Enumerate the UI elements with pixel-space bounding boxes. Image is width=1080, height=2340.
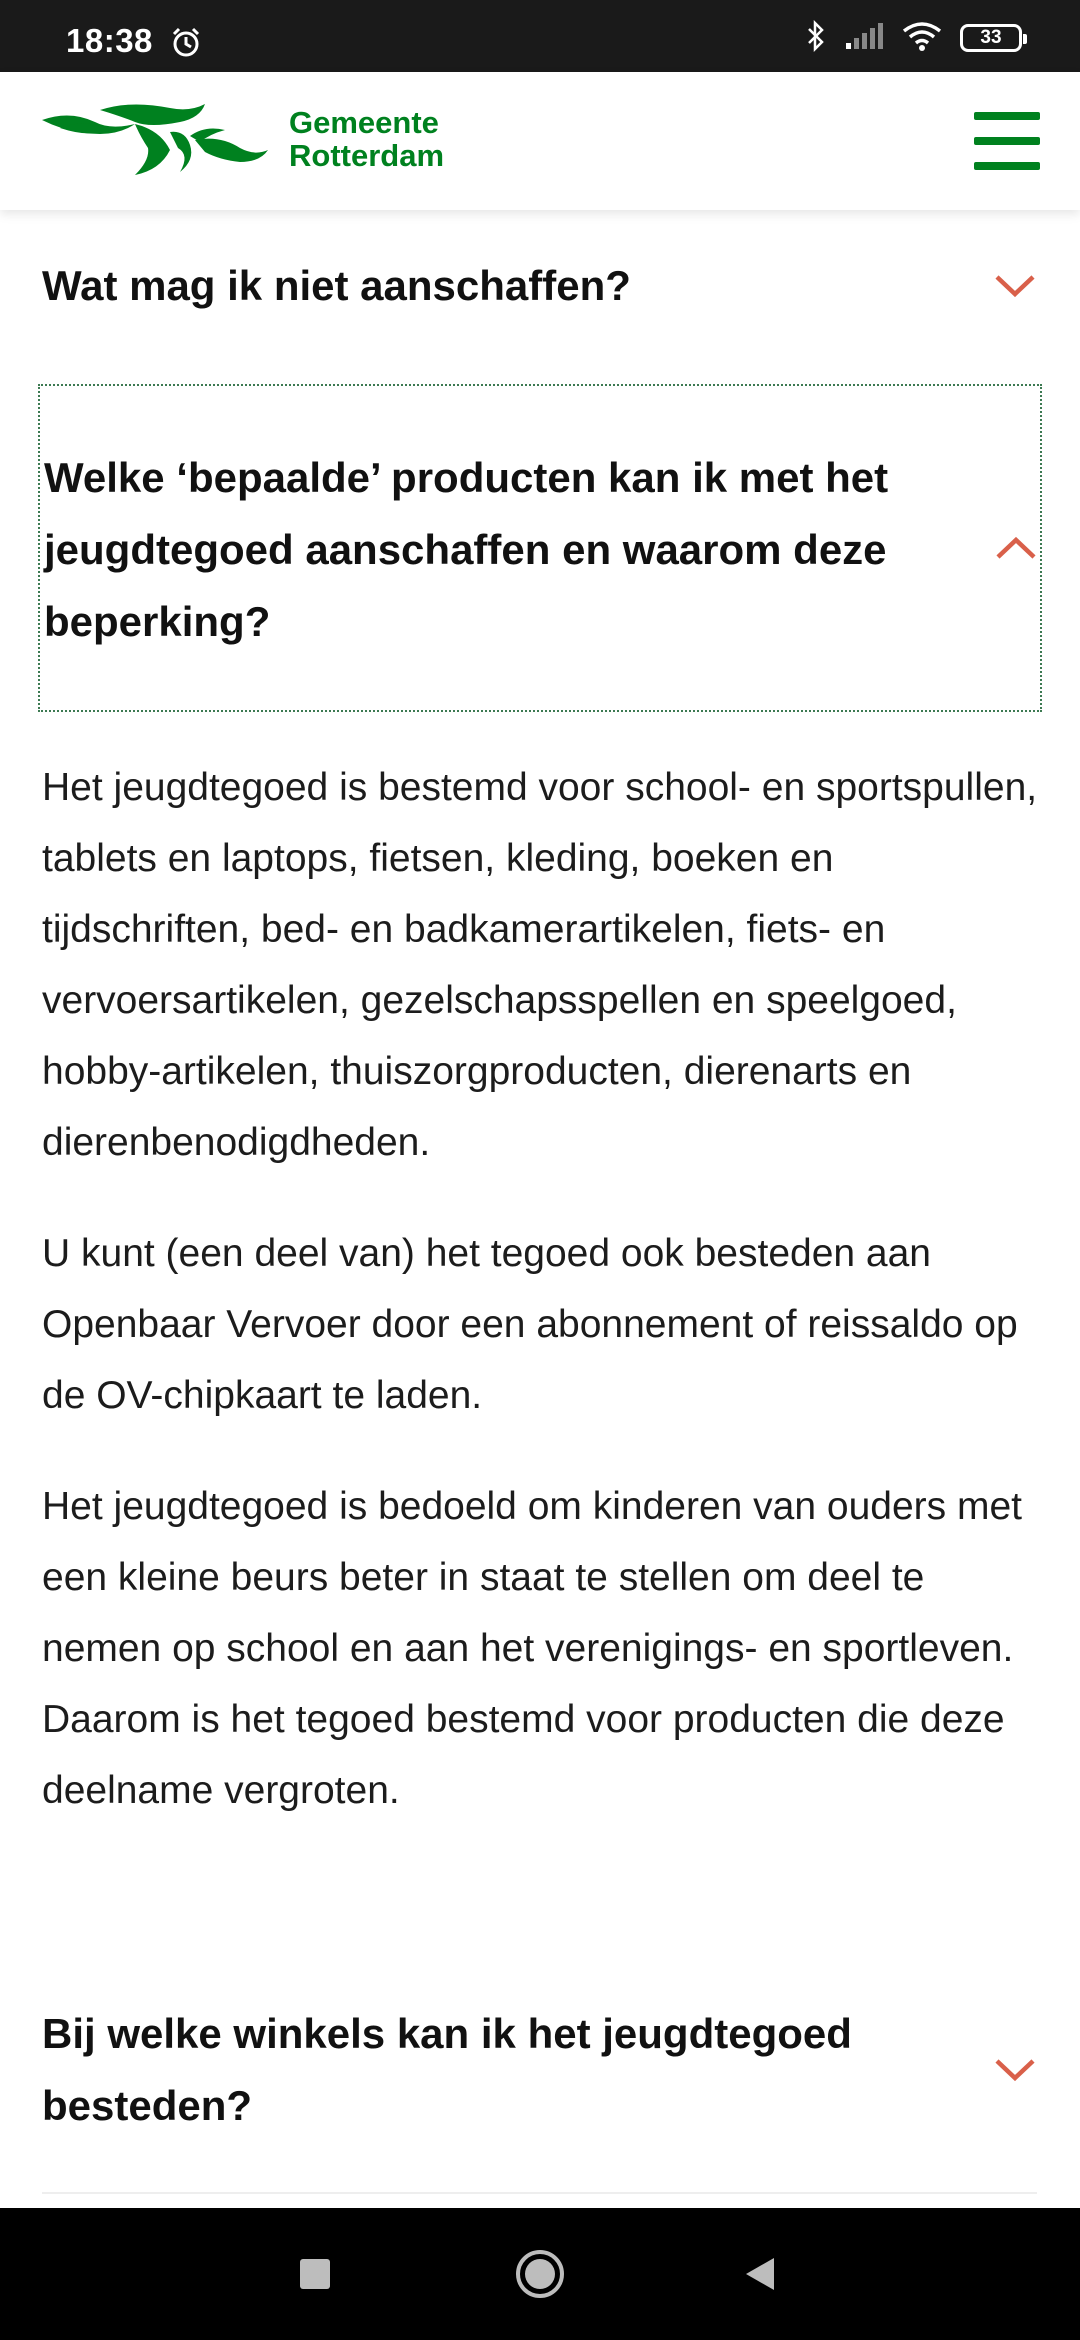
site-header — [0, 72, 1080, 210]
hamburger-menu-icon[interactable] — [974, 112, 1040, 170]
back-triangle-icon[interactable] — [725, 2208, 795, 2340]
rotterdam-lion-logo[interactable] — [40, 100, 270, 185]
bluetooth-icon — [806, 20, 826, 57]
alarm-icon — [170, 26, 202, 63]
divider — [42, 2192, 1037, 2194]
battery-level: 33 — [980, 27, 1002, 48]
chevron-up-icon — [994, 534, 1038, 567]
answer-paragraph: U kunt (een deel van) het tegoed ook besteden aan Openbaar Vervoer door een abonnement of reissaldo op de OV-chipkaart te laden. — [42, 1232, 1018, 1417]
home-circle-icon[interactable] — [505, 2208, 575, 2340]
answer-paragraph: Het jeugdtegoed is bestemd voor school- en sportspullen, tablets en laptops, fietsen, kleding, boeken en tijdschriften, bed- en badkamerartikelen, fiets- en vervoersartikelen, gezelschapsspellen en speelgoed, hobby-artikelen, thuiszorgproducten, dierenarts en dierenbenodigdheden. — [42, 766, 1038, 1164]
status-bar — [0, 0, 1080, 72]
chevron-down-icon — [993, 272, 1037, 305]
recents-square-icon[interactable] — [280, 2208, 350, 2340]
accordion-item-winkels[interactable] — [42, 1998, 1037, 2142]
accordion-item-bepaalde-producten[interactable] — [38, 384, 1042, 712]
signal-icon — [844, 21, 884, 56]
accordion-answer — [42, 752, 1052, 1866]
logo-line-gemeente: Gemeente — [289, 105, 439, 140]
accordion-question: Welke ‘bepaalde’ producten kan ik met het jeugdtegoed aanschaffen en waarom deze beperking? — [44, 454, 889, 645]
answer-paragraph: Het jeugdtegoed is bedoeld om kinderen van ouders met een kleine beurs beter in staat te stellen om deel te nemen op school en aan het verenigings- en sportleven. Daarom is het tegoed bestemd voor producten die deze deelname vergroten. — [42, 1485, 1022, 1812]
accordion-question: Wat mag ik niet aanschaffen? — [42, 262, 631, 309]
system-nav-bar — [0, 2208, 1080, 2340]
battery-icon — [960, 24, 1022, 52]
accordion-item-niet-aanschaffen[interactable] — [42, 250, 1037, 330]
chevron-down-icon — [993, 2056, 1037, 2089]
logo-line-rotterdam: Rotterdam — [289, 138, 445, 173]
status-time: 18:38 — [66, 22, 153, 59]
accordion-question: Bij welke winkels kan ik het jeugdtegoed besteden? — [42, 2010, 852, 2129]
wifi-icon — [902, 21, 942, 56]
status-icons — [806, 22, 1022, 54]
logo-text[interactable] — [289, 106, 444, 172]
